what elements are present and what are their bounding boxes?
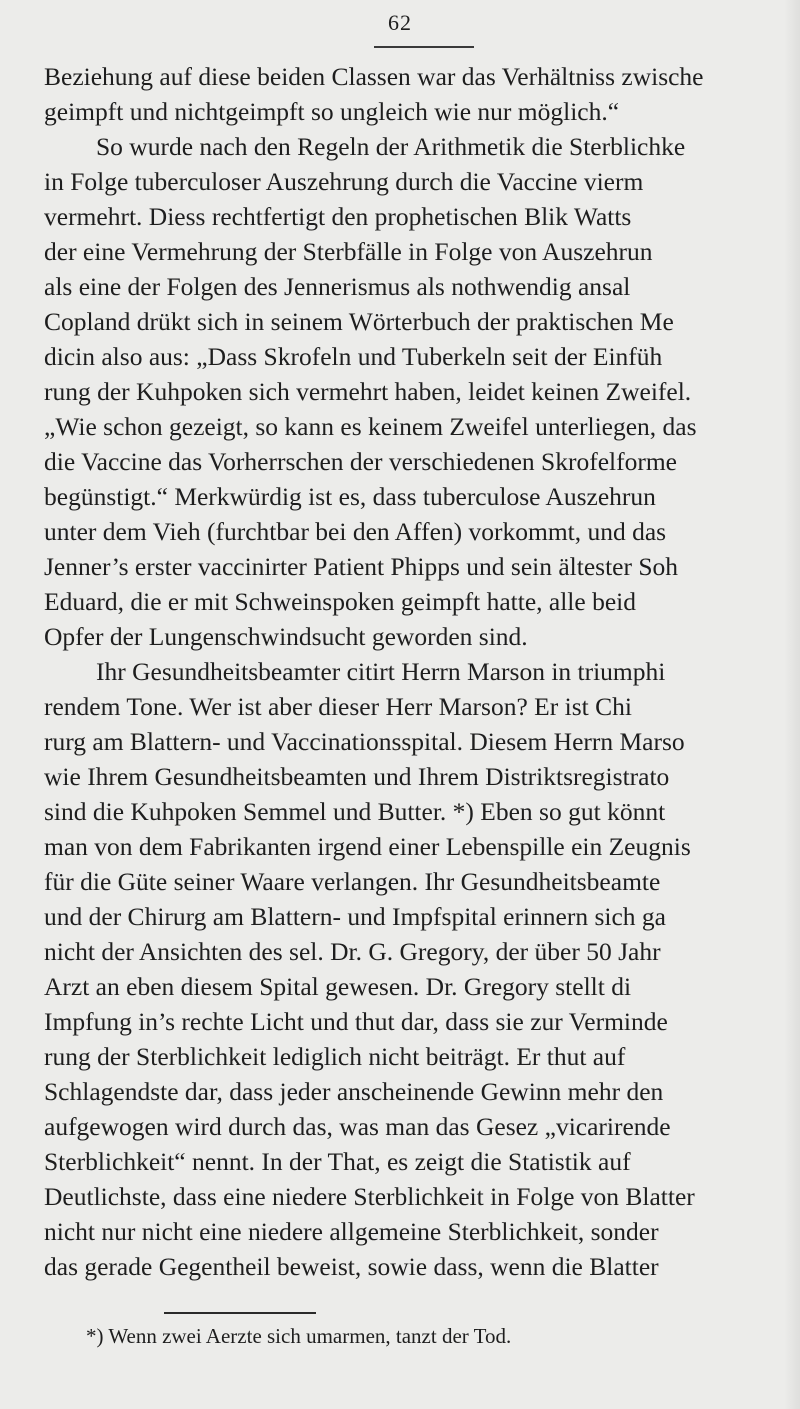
- text-line: „Wie schon gezeigt, so kann es keinem Zweifel unterliegen, das: [44, 412, 697, 441]
- text-line: Ihr Gesundheitsbeamter citirt Herrn Marson in triumphi: [96, 657, 666, 686]
- text-line: geimpft und nichtgeimpft so ungleich wie nur möglich.“: [44, 97, 620, 126]
- body-text: [44, 59, 800, 1284]
- text-line: Impfung in’s rechte Licht und thut dar, dass sie zur Verminde: [44, 1007, 668, 1036]
- text-line: Jenner’s erster vaccinirter Patient Phipps und sein ältester Soh: [44, 552, 679, 581]
- text-line: Beziehung auf diese beiden Classen war das Verhältniss zwische: [44, 62, 704, 91]
- text-line: vermehrt. Diess rechtfertigt den prophetischen Blik Watts: [44, 202, 632, 231]
- text-line: rung der Kuhpoken sich vermehrt haben, leidet keinen Zweifel.: [44, 377, 692, 406]
- page-edge-shadow: [784, 0, 800, 1409]
- text-line: begünstigt.“ Merkwürdig ist es, dass tuberculose Auszehrun: [44, 482, 656, 511]
- text-line: Copland drükt sich in seinem Wörterbuch der praktischen Me: [44, 307, 674, 336]
- text-line: rurg am Blattern- und Vaccinationsspital. Diesem Herrn Marso: [44, 727, 685, 756]
- text-line: für die Güte seiner Waare verlangen. Ihr Gesundheitsbeamte: [44, 867, 661, 896]
- text-line: als eine der Folgen des Jennerismus als nothwendig ansal: [44, 272, 631, 301]
- text-line: So wurde nach den Regeln der Arithmetik die Sterblichke: [96, 132, 686, 161]
- text-line: Opfer der Lungenschwindsucht geworden sind.: [44, 622, 528, 651]
- text-line: man von dem Fabrikanten irgend einer Lebenspille ein Zeugnis: [44, 832, 691, 861]
- text-line: und der Chirurg am Blattern- und Impfspital erinnern sich ga: [44, 902, 666, 931]
- text-line: Schlagendste dar, dass jeder anscheinende Gewinn mehr den: [44, 1077, 664, 1106]
- text-line: die Vaccine das Vorherrschen der verschiedenen Skrofelforme: [44, 447, 678, 476]
- text-line: aufgewogen wird durch das, was man das Gesez „vicarirende: [44, 1112, 671, 1141]
- text-line: nicht nur nicht eine niedere allgemeine Sterblichkeit, sonder: [44, 1217, 659, 1246]
- text-line: unter dem Vieh (furchtbar bei den Affen) vorkommt, und das: [44, 517, 667, 546]
- footnote: *) Wenn zwei Aerzte sich umarmen, tanzt der Tod.: [86, 1324, 512, 1348]
- text-line: der eine Vermehrung der Sterbfälle in Folge von Auszehrun: [44, 237, 653, 266]
- text-line: nicht der Ansichten des sel. Dr. G. Gregory, der über 50 Jahr: [44, 937, 661, 966]
- text-line: wie Ihrem Gesundheitsbeamten und Ihrem Distriktsregistrato: [44, 762, 670, 791]
- page-number: 62: [388, 10, 412, 35]
- text-line: Sterblichkeit“ nennt. In der That, es zeigt die Statistik auf: [44, 1147, 631, 1176]
- text-line: in Folge tuberculoser Auszehrung durch die Vaccine vierm: [44, 167, 644, 196]
- text-line: rendem Tone. Wer ist aber dieser Herr Marson? Er ist Chi: [44, 692, 632, 721]
- text-line: sind die Kuhpoken Semmel und Butter. *) Eben so gut könnt: [44, 797, 666, 826]
- text-line: Arzt an eben diesem Spital gewesen. Dr. Gregory stellt di: [44, 972, 632, 1001]
- footnote-rule: [164, 1312, 316, 1314]
- page-number-rule: [374, 46, 474, 48]
- text-line: Eduard, die er mit Schweinspoken geimpft hatte, alle beid: [44, 587, 636, 616]
- text-line: rung der Sterblichkeit lediglich nicht beiträgt. Er thut auf: [44, 1042, 626, 1071]
- text-line: Deutlichste, dass eine niedere Sterblichkeit in Folge von Blatter: [44, 1182, 695, 1211]
- text-line: dicin also aus: „Dass Skrofeln und Tuberkeln seit der Einfüh: [44, 342, 663, 371]
- text-line: das gerade Gegentheil beweist, sowie dass, wenn die Blatter: [44, 1252, 659, 1281]
